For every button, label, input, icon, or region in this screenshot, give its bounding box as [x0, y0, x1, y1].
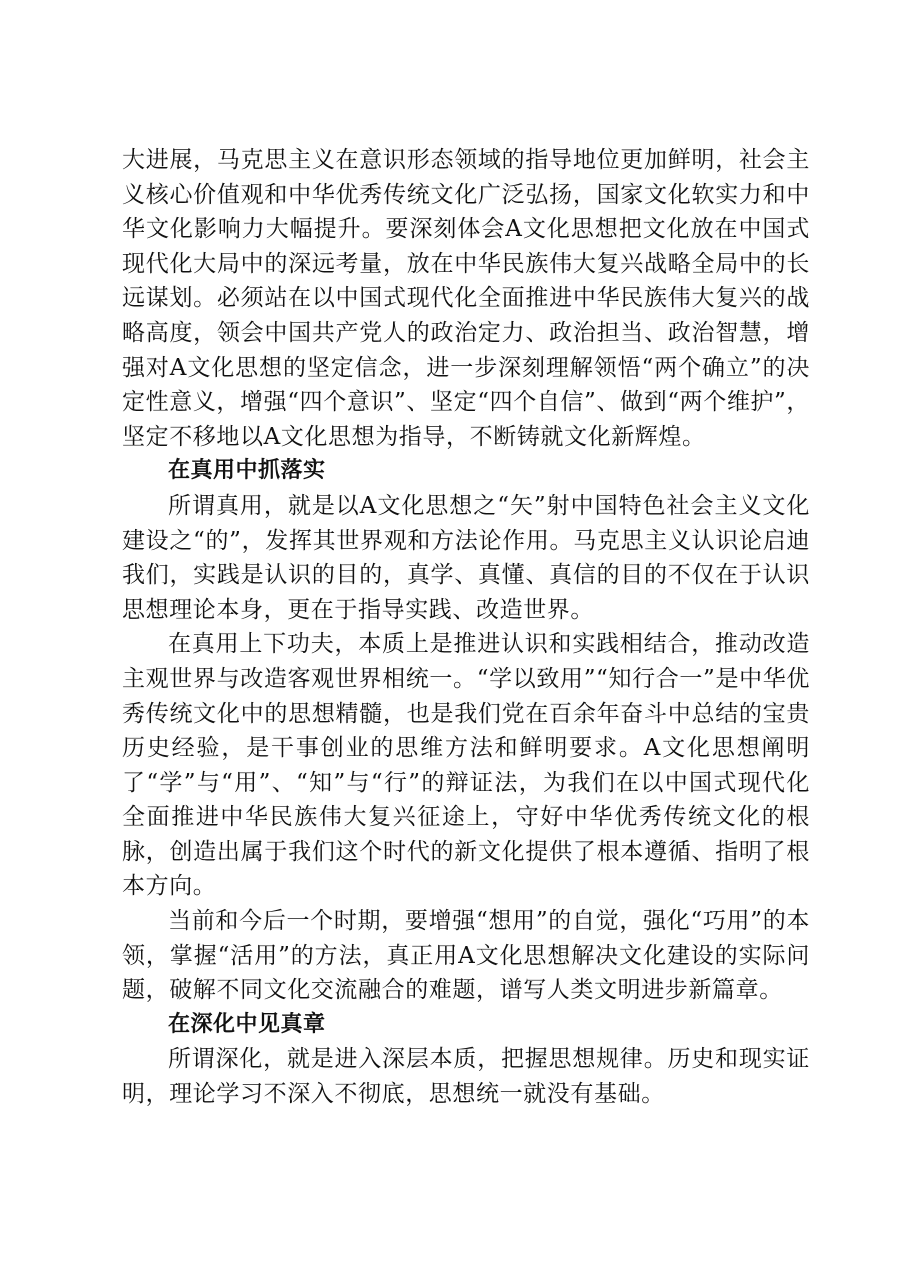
- intro-paragraph: 大进展，马克思主义在意识形态领域的指导地位更加鲜明，社会主义核心价值观和中华优秀传统文化广泛弘扬，国家文化软实力和中华文化影响力大幅提升。要深刻体会A文化思想把文化放在中国式现代化大局中的深远考量，放在中华民族伟大复兴战略全局中的长远谋划。必须站在以中国式现代化全面推进中华民族伟大复兴的战略高度，领会中国共产党人的政治定力、政治担当、政治智慧，增强对A文化思想的坚定信念，进一步深刻理解领悟“两个确立”的决定性意义，增强“四个意识”、坚定“四个自信”、做到“两个维护”，坚定不移地以A文化思想为指导，不断铸就文化新辉煌。: [122, 147, 810, 450]
- paragraph-true-use-practice: 在真用上下功夫，本质上是推进认识和实践相结合，推动改造主观世界与改造客观世界相统一。“学以致用”“知行合一”是中华优秀传统文化中的思想精髓，也是我们党在百余年奋斗中总结的宝贵历史经验，是干事创业的思维方法和鲜明要求。A文化思想阐明了“学”与“用”、“知”与“行”的辩证法，为我们在以中国式现代化全面推进中华民族伟大复兴征途上，守好中华优秀传统文化的根脉，创造出属于我们这个时代的新文化提供了根本遵循、指明了根本方向。: [122, 631, 810, 900]
- paragraph-true-use-definition: 所谓真用，就是以A文化思想之“矢”射中国特色社会主义文化建设之“的”，发挥其世界观和方法论作用。马克思主义认识论启迪我们，实践是认识的目的，真学、真懂、真信的目的不仅在于认识思想理论本身，更在于指导实践、改造世界。: [122, 492, 810, 623]
- paragraph-deepening-definition: 所谓深化，就是进入深层本质，把握思想规律。历史和现实证明，理论学习不深入不彻底，思想统一就没有基础。: [122, 1046, 810, 1108]
- section-heading-deepening: 在深化中见真章: [168, 1011, 326, 1037]
- section-heading-true-use: 在真用中抓落实: [168, 458, 326, 484]
- article-body: [122, 143, 810, 1112]
- paragraph-true-use-current: 当前和今后一个时期，要增强“想用”的自觉，强化“巧用”的本领，掌握“活用”的方法，真正用A文化思想解决文化建设的实际问题，破解不同文化交流融合的难题，谱写人类文明进步新篇章。: [122, 908, 810, 1004]
